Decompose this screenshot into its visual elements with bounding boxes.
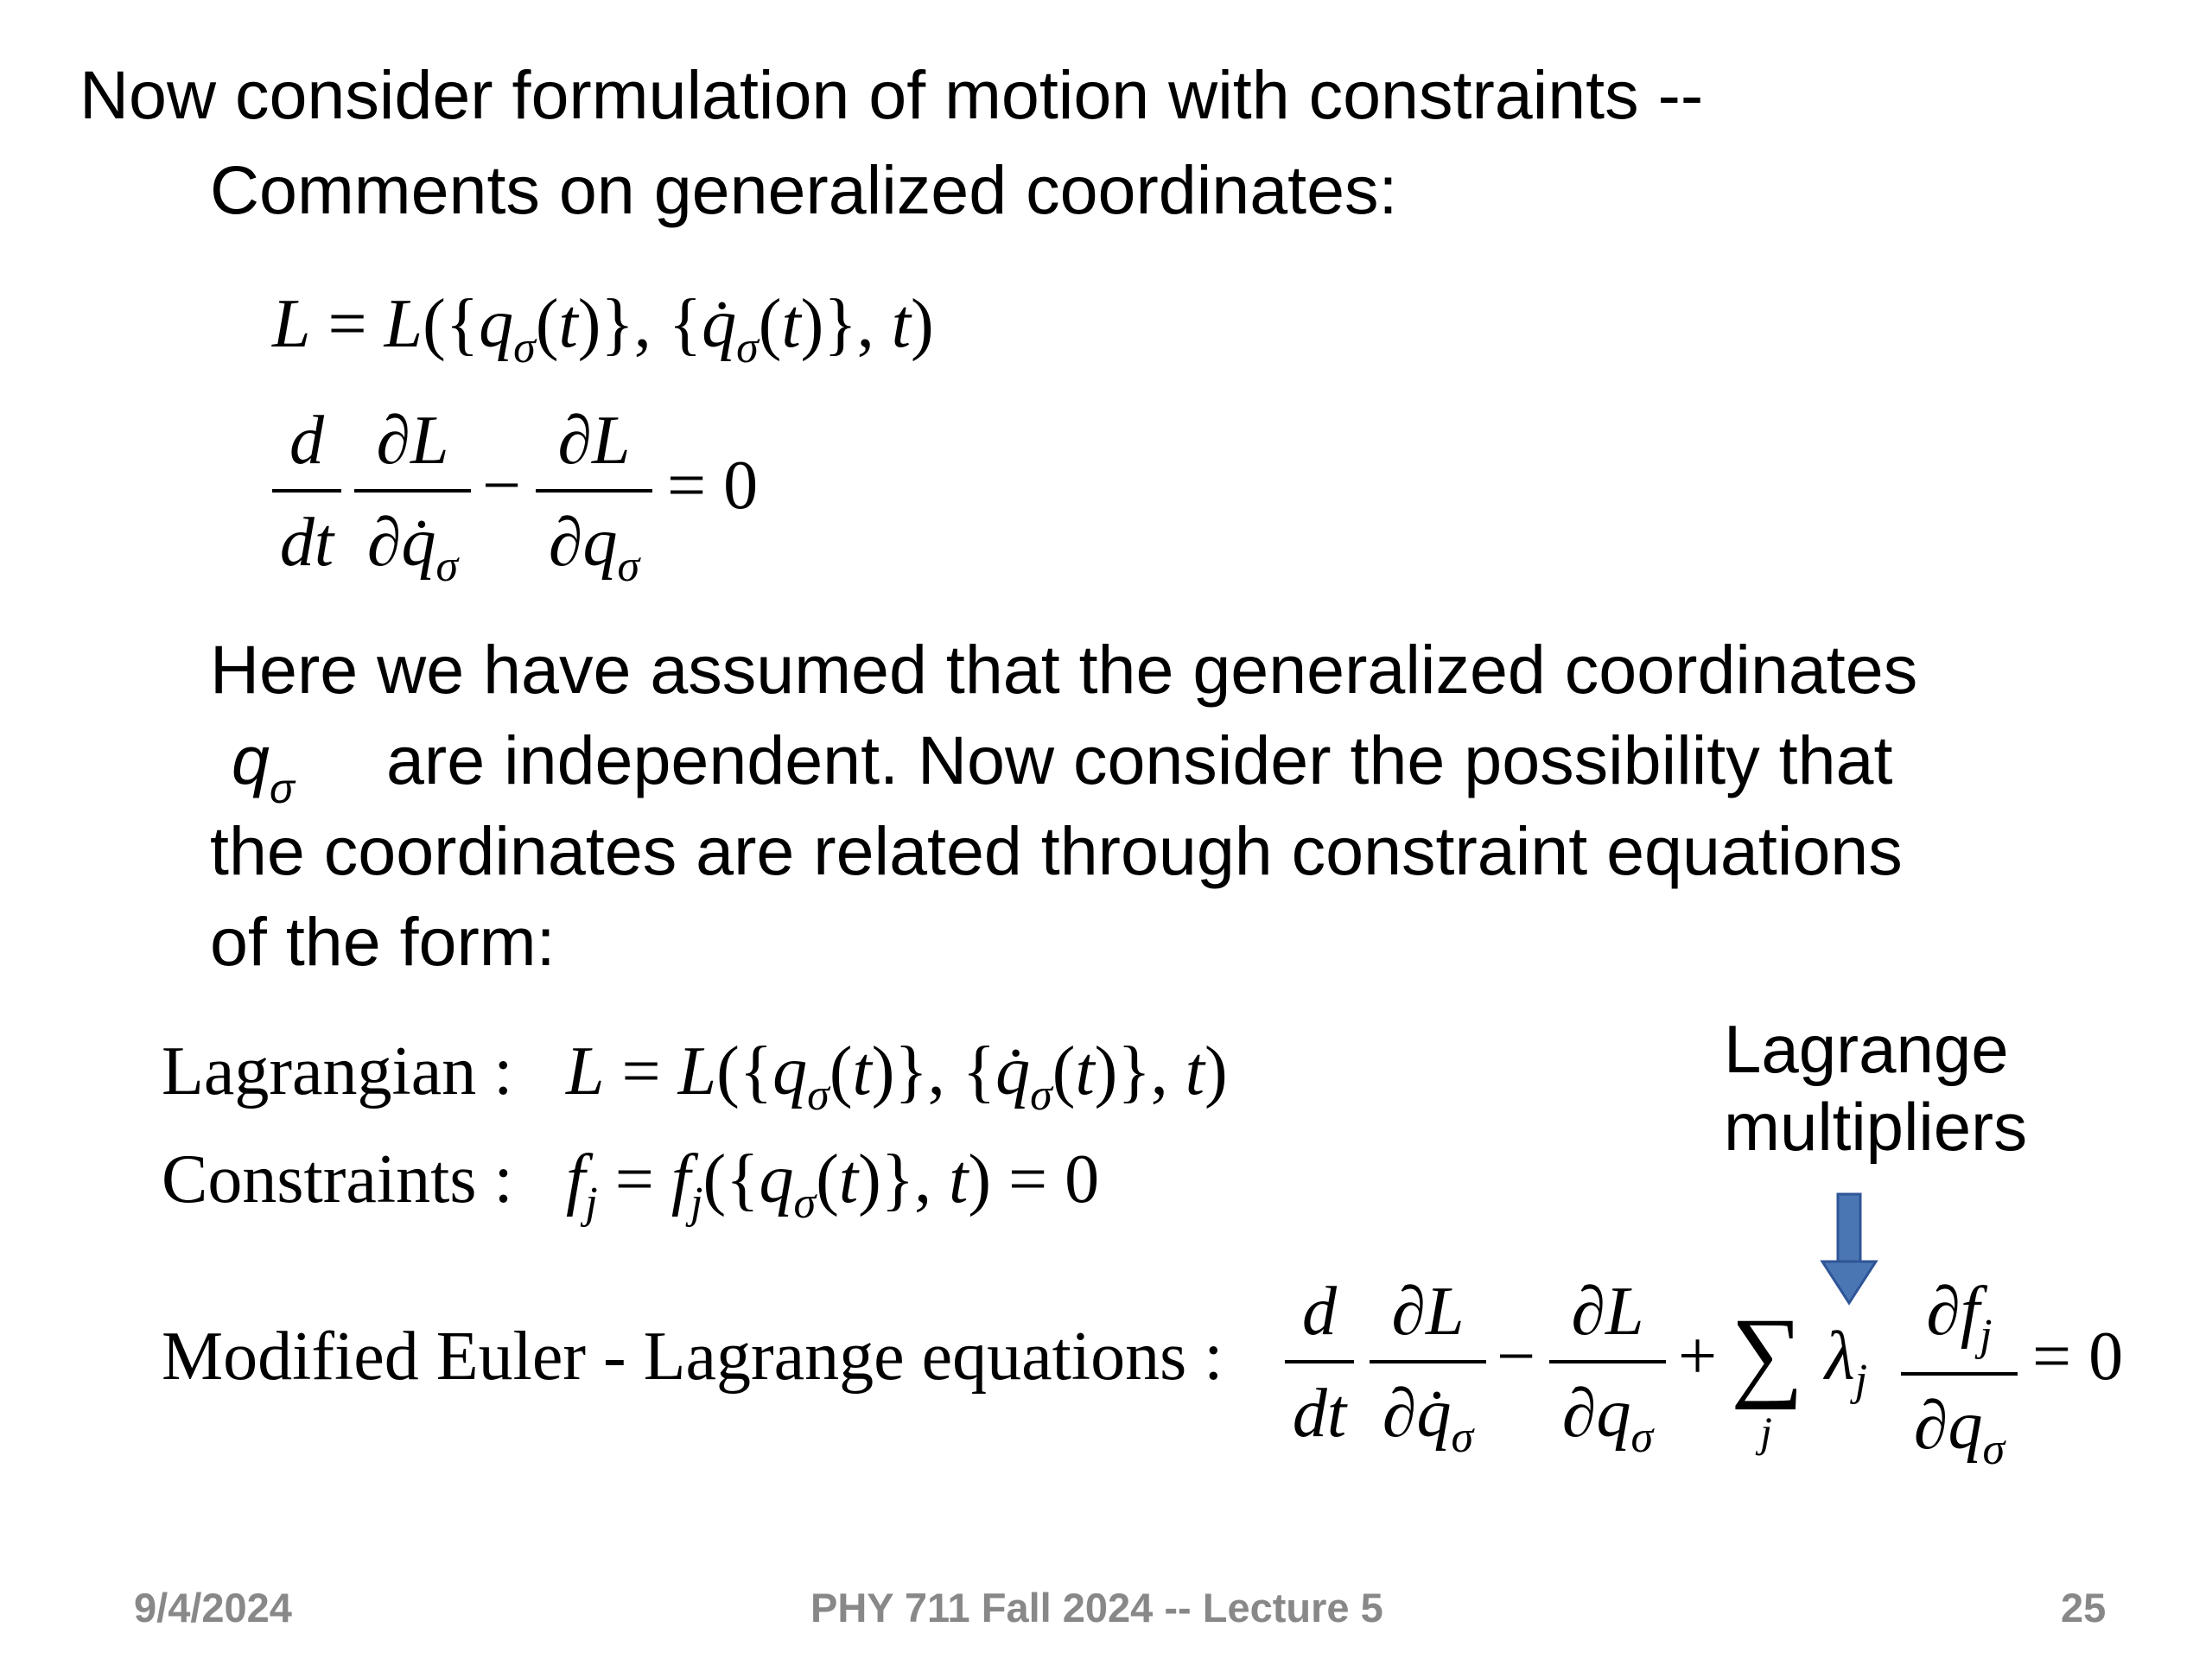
paragraph-line2: are independent. Now consider the possibility that [386, 721, 1893, 798]
mod-equals-zero: = 0 [2032, 1319, 2124, 1395]
lambda-j: $\lambda_j$ [1825, 1319, 1868, 1405]
frac-dL-dq: ∂L $\partial q_\sigma$ [536, 406, 652, 589]
paragraph-line1: Here we have assumed that the generalized coordinates [210, 631, 1918, 708]
mod-plus-sign: + [1678, 1319, 1718, 1395]
q-symbol: q [232, 721, 270, 798]
annotation-line2: multipliers [1724, 1088, 2028, 1165]
paragraph-q-sigma [232, 721, 295, 812]
slide-heading-line2: Comments on generalized coordinates: [210, 151, 1398, 228]
mod-frac-df-dq: $\partial f_j$ $\partial q_\sigma$ [1901, 1277, 2018, 1472]
footer-date: 9/4/2024 [134, 1585, 292, 1630]
lagrangian-equation: $L = L(\{q_\sigma(t)\}$, $\{q̇_\sigma(t)\}$, t) [566, 1033, 1228, 1120]
summation-index-j: j [1760, 1408, 1772, 1456]
minus-sign: − [482, 448, 522, 524]
lagrangian-label: Lagrangian : [162, 1033, 513, 1109]
mod-frac-dL-dqdot: ∂L $\partial q̇_\sigma$ [1370, 1277, 1486, 1460]
summation-symbol: ∑ [1731, 1297, 1804, 1410]
paragraph-line4: of the form: [210, 903, 556, 980]
annotation-lagrange-multipliers [1724, 1011, 2027, 1166]
footer-page-number: 25 [2061, 1585, 2107, 1630]
equals-zero: = 0 [667, 448, 759, 524]
mod-minus-sign: − [1497, 1319, 1536, 1395]
footer-course: PHY 711 Fall 2024 -- Lecture 5 [810, 1585, 1383, 1630]
constraints-label: Constraints : [162, 1141, 513, 1217]
modified-euler-lagrange-label: Modified Euler - Lagrange equations : [162, 1319, 1224, 1395]
frac-dL-dqdot: ∂L $\partial q̇_\sigma$ [354, 406, 471, 589]
slide-heading-line1: Now consider formulation of motion with constraints -- [79, 56, 1704, 133]
down-arrow-icon [1819, 1192, 1879, 1309]
frac-d-dt: d dt [272, 406, 341, 577]
constraints-equation: $f_j = f_j(\{q_\sigma(t)\}$, t) = 0 [566, 1141, 1100, 1228]
lagrangian-definition-equation: $L = L(\{q_\sigma(t)\}$, $\{q̇_\sigma(t)\}$, t) [272, 286, 934, 372]
paragraph-line3: the coordinates are related through constraint equations [210, 812, 1903, 889]
mod-frac-dL-dq: ∂L $\partial q_\sigma$ [1549, 1277, 1666, 1460]
annotation-line1: Lagrange [1724, 1011, 2009, 1087]
sigma-subscript: σ [269, 766, 295, 812]
mod-frac-d-dt: d dt [1285, 1277, 1354, 1448]
